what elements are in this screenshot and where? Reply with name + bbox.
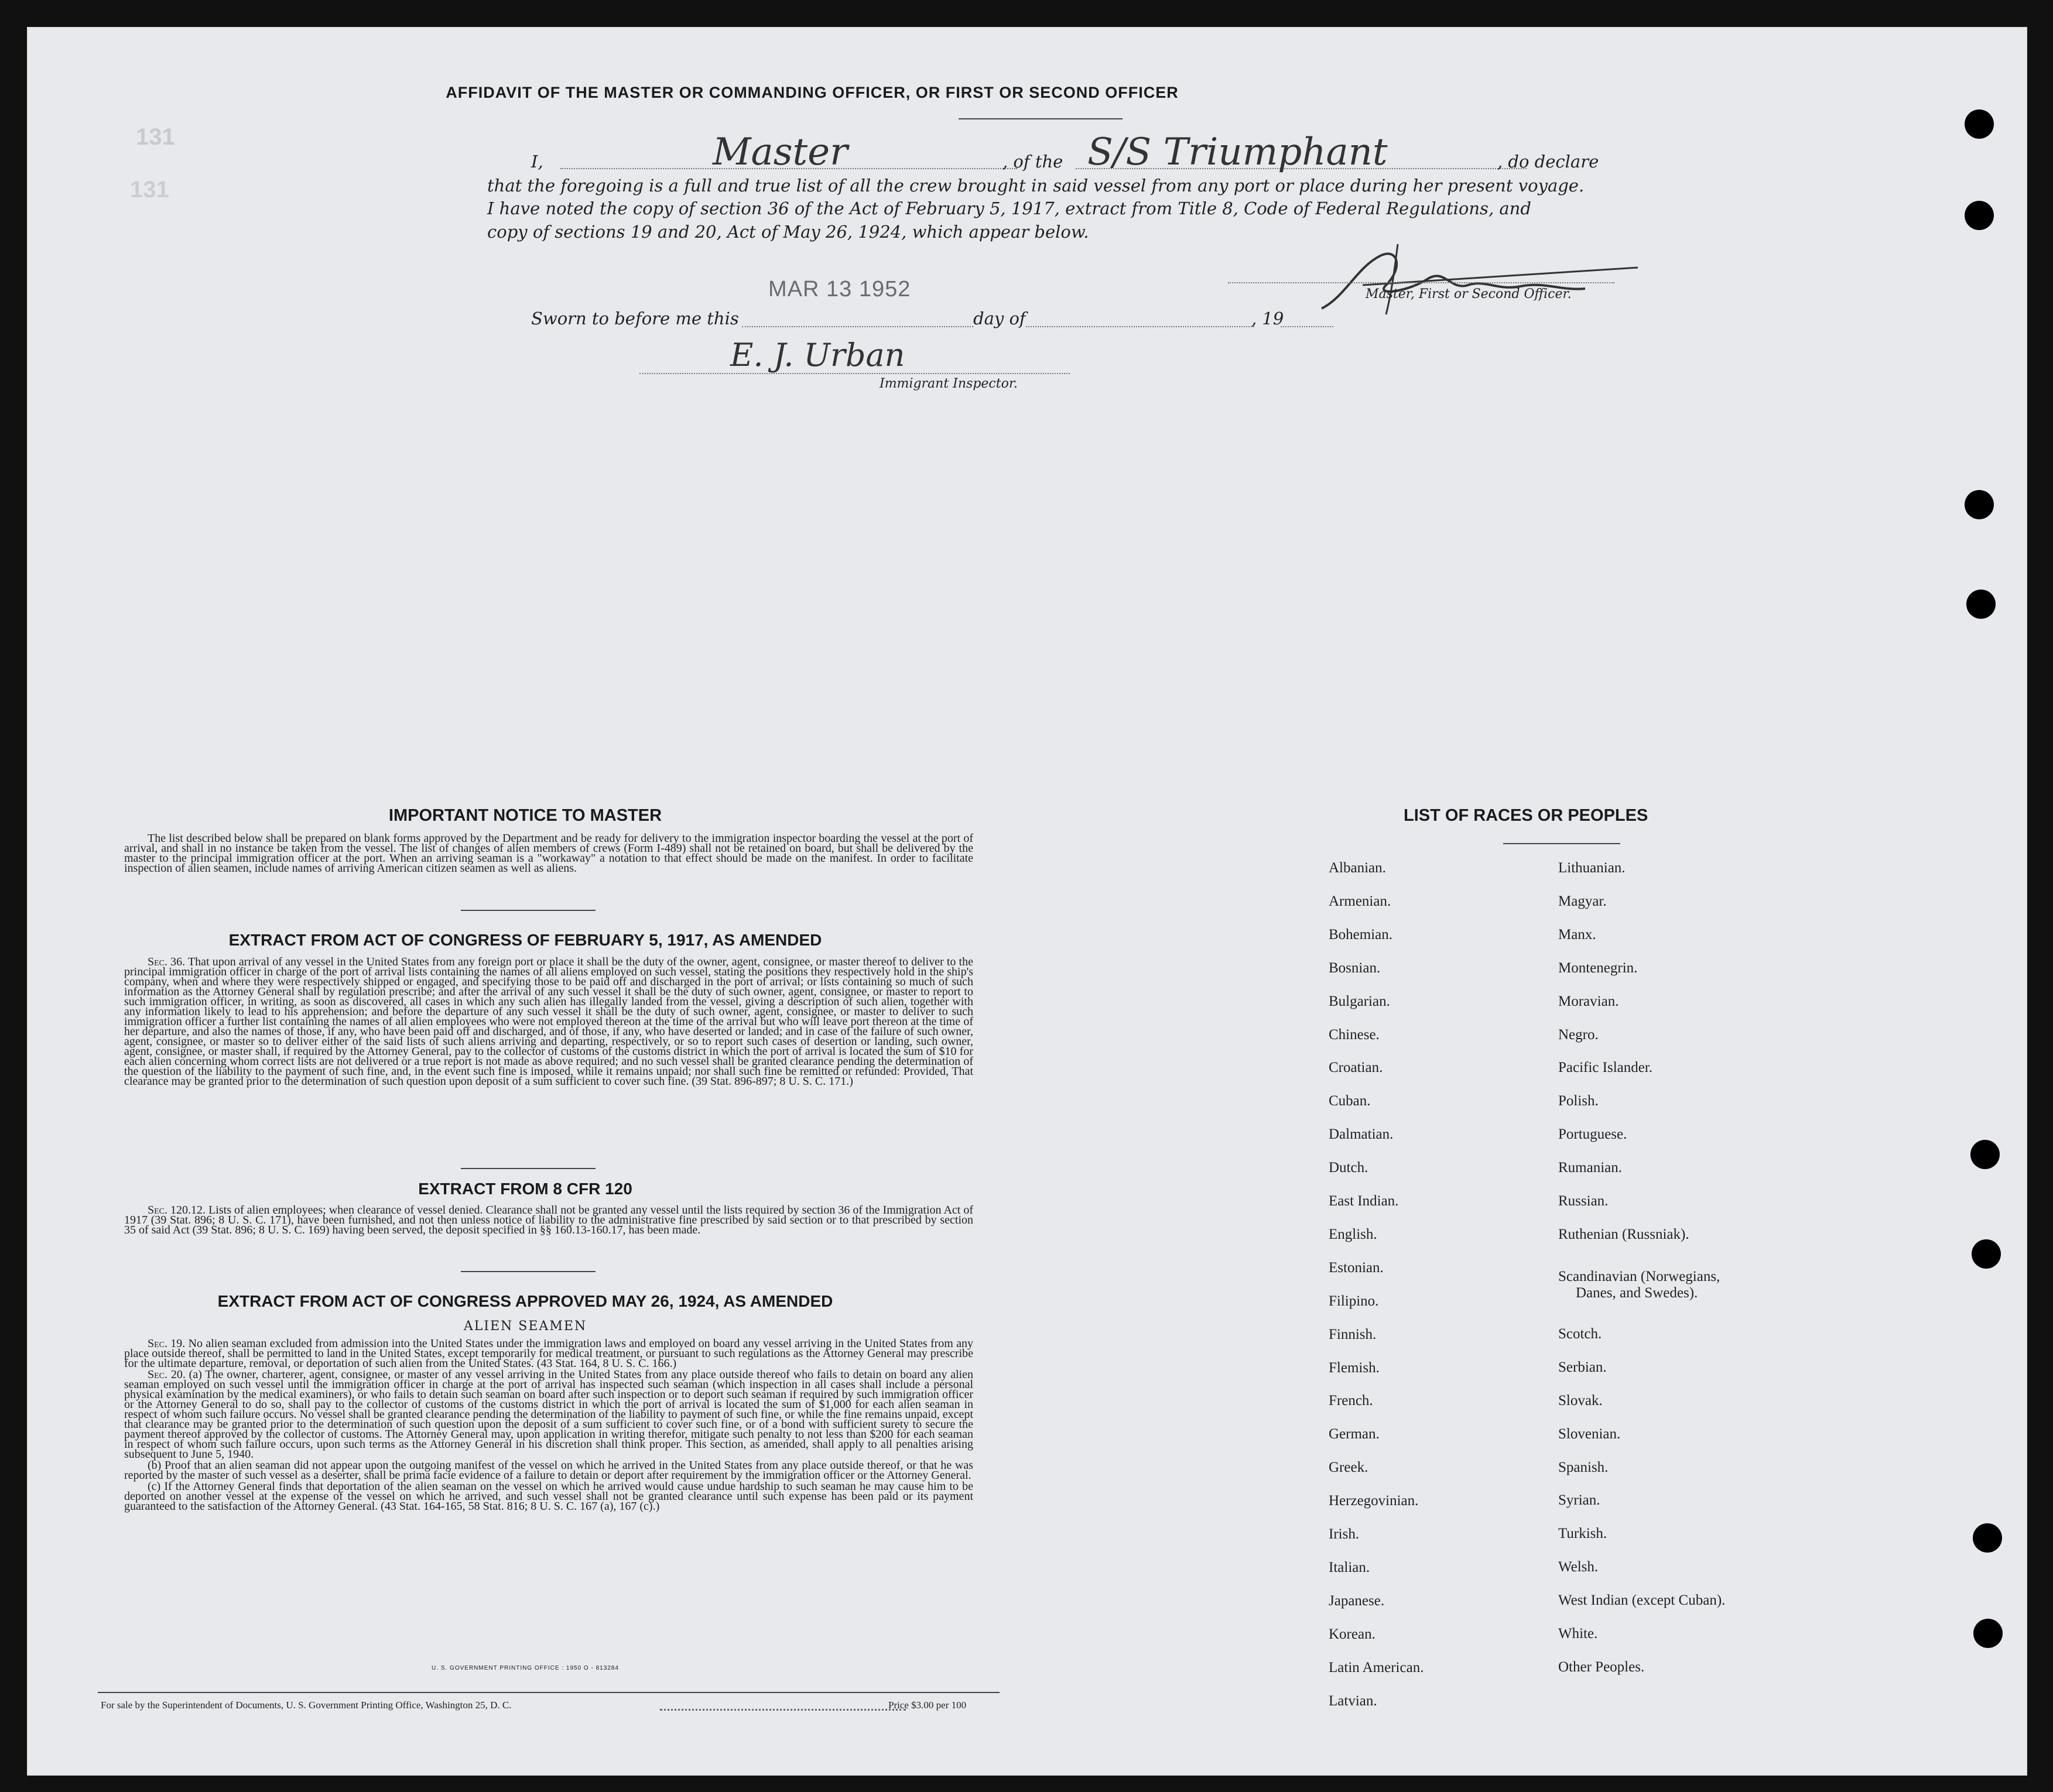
declaration-line-2: that the foregoing is a full and true list of all the crew brought in said vessel from any port or place during her present voyage. [487, 176, 1585, 196]
punch-hole [1973, 1619, 2003, 1648]
notice-text: The list described below shall be prepared on blank forms approved by the Department and be ready for delivery to the immigration inspector boarding the vessel at the port of arrival, and shall in no instance be taken from the vessel. The list of changes of alien members of crews (Form I-489) shall not be retained on board, but shall be delivered by the master to the principal immigration officer at the port. When an arriving seaman is a "workaway" a notation to that effect should be made on the manifest. In order to facilitate inspection of alien seamen, include names of arriving American citizen seamen as well as aliens. [124, 832, 973, 875]
divider [461, 1168, 596, 1169]
master-signature [1310, 232, 1661, 320]
race-item: Albanian. [1329, 860, 1386, 876]
race-item: Greek. [1329, 1459, 1368, 1476]
race-item: White. [1558, 1626, 1598, 1642]
extract-cfr-text: Sec. 120.12. Lists of alien employees; when clearance of vessel denied. Clearance shall not be granted any vessel until the lists required by section 36 of the Immigration Act of 1917 (39 Stat. 896; 8 U. S. C. 171), have been furnished, and not then unless notice of liability to the administrative fine prescribed by said section or to that prescribed by section 35 of said Act (39 Stat. 896; 8 U. S. C. 169) having been served, the deposit specified in §§ 160.13-160.17, has been made. [124, 1204, 974, 1236]
race-item: Latvian. [1329, 1692, 1377, 1709]
race-item: Other Peoples. [1558, 1659, 1645, 1675]
punch-hole [1965, 490, 1994, 519]
punch-hole [1973, 1523, 2002, 1553]
extract-1917-title: EXTRACT FROM ACT OF CONGRESS OF FEBRUARY 5, 1917, AS AMENDED [228, 931, 822, 949]
sworn-label: Sworn to before me this [531, 309, 739, 328]
race-item: Rumanian. [1558, 1160, 1623, 1176]
race-item: Portuguese. [1558, 1126, 1627, 1143]
extract-1924-title: EXTRACT FROM ACT OF CONGRESS APPROVED MAY 26, 1924, AS AMENDED [217, 1292, 833, 1310]
race-item: Russian. [1558, 1193, 1609, 1209]
race-item: Korean. [1329, 1626, 1375, 1642]
declarant-prefix: I, [531, 152, 543, 172]
alien-seamen-subtitle: ALIEN SEAMEN [463, 1319, 587, 1334]
race-item: Armenian. [1329, 893, 1391, 909]
race-item: Syrian. [1558, 1492, 1600, 1509]
race-item: Slovenian. [1558, 1426, 1621, 1442]
race-item: Estonian. [1329, 1259, 1384, 1276]
race-item: Dutch. [1329, 1160, 1368, 1176]
affidavit-title: AFFIDAVIT OF THE MASTER OR COMMANDING OFFICER, OR FIRST OR SECOND OFFICER [446, 84, 1179, 101]
for-sale-notice: For sale by the Superintendent of Documents, U. S. Government Printing Office, Washington 25, D. C. [101, 1700, 512, 1711]
race-item: English. [1329, 1226, 1377, 1242]
signature-line [1228, 282, 1614, 283]
do-declare-label: , do declare [1497, 152, 1599, 172]
margin-mark: 131 [130, 177, 169, 203]
race-item: Turkish. [1558, 1526, 1607, 1542]
master-value: Master [713, 131, 848, 174]
race-item: Spanish. [1558, 1459, 1609, 1475]
punch-hole [1970, 1140, 2000, 1169]
punch-hole [1965, 201, 1994, 230]
race-item: Manx. [1558, 926, 1596, 943]
divider [461, 1271, 596, 1272]
race-item: Italian. [1329, 1559, 1370, 1575]
declaration-line-4: copy of sections 19 and 20, Act of May 26, 1924, which appear below. [487, 222, 1089, 242]
race-item: Cuban. [1329, 1093, 1371, 1109]
races-title: LIST OF RACES OR PEOPLES [1404, 806, 1648, 825]
race-item: Flemish. [1329, 1359, 1380, 1376]
race-item: Polish. [1558, 1093, 1599, 1109]
race-item: Finnish. [1329, 1326, 1377, 1342]
race-item: Negro. [1558, 1026, 1599, 1043]
sworn-month-line [1026, 326, 1254, 327]
extract-cfr-title: EXTRACT FROM 8 CFR 120 [418, 1180, 632, 1198]
punch-hole [1965, 109, 1994, 139]
race-item: Japanese. [1329, 1592, 1385, 1609]
race-item: Bohemian. [1329, 926, 1393, 943]
race-item: West Indian (except Cuban). [1558, 1592, 1726, 1609]
day-of-label: day of [973, 309, 1026, 328]
race-item: Lithuanian. [1558, 860, 1626, 876]
race-item: Latin American. [1329, 1659, 1424, 1675]
race-item: Slovak. [1558, 1392, 1603, 1409]
vessel-value: S/S Triumphant [1087, 131, 1388, 174]
race-item: Welsh. [1558, 1559, 1599, 1575]
races-divider [1503, 843, 1620, 844]
race-item: Ruthenian (Russniak). [1558, 1226, 1689, 1242]
race-item: German. [1329, 1426, 1380, 1442]
year-label: , 19 [1251, 309, 1284, 328]
race-item: Irish. [1329, 1526, 1360, 1542]
price-notice: Price $3.00 per 100 [888, 1700, 967, 1711]
race-item: Dalmatian. [1329, 1126, 1394, 1143]
affidavit-page [27, 27, 2027, 1776]
declaration-line-3: I have noted the copy of section 36 of the Act of February 5, 1917, extract from Title 8, Code of Federal Regulations, and [487, 198, 1531, 218]
race-item: Serbian. [1558, 1359, 1607, 1375]
divider [461, 910, 596, 911]
inspector-caption: Immigrant Inspector. [880, 376, 1018, 391]
punch-hole [1966, 590, 1996, 619]
gpo-imprint: U. S. GOVERNMENT PRINTING OFFICE : 1950 O - 813284 [432, 1665, 619, 1671]
race-item: French. [1329, 1393, 1373, 1409]
race-item: Moravian. [1558, 993, 1619, 1009]
race-item: Montenegrin. [1558, 960, 1638, 976]
sworn-day-line [742, 326, 973, 327]
title-divider [959, 118, 1123, 119]
race-item: Pacific Islander. [1558, 1060, 1653, 1076]
race-item: Bosnian. [1329, 960, 1381, 976]
inspector-line [639, 373, 1070, 374]
of-the-label: , of the [1002, 152, 1063, 172]
race-item: Scandinavian (Norwegians, [1558, 1268, 1720, 1284]
extract-1917-text: Sec. 36. That upon arrival of any vessel in the United States from any foreign port or place it shall be the duty of the owner, agent, consignee, or master thereof to deliver to the principal immigration officer in charge of the port of arrival lists containing the names of all aliens employed on such vessel, stating the positions they respectively hold in the ship's company, when and where they were respectively shipped or engaged, and specifying those to be paid off and discharged in the port of arrival; or lists containing so much of such information as the Attorney General shall by regulation prescribe; and after the arrival of any such vessel it shall be the duty of such owner, agent, consignee, or master to report to such immigration officer, in writing, as soon as discovered, all cases in which any such alien has illegally landed from the vessel, giving a description of such alien, together with any information likely to lead to his apprehension; and before the departure of any such vessel it shall be the duty of such owner, agent, consignee, or master to deliver to such immigration officer a further list containing the names of all alien employees who were not employed thereon at the time of the arrival but who will leave port thereon at the time of her departure, and also the names of those, if any, who have been paid off and discharged, and of those, if any, who have deserted or landed; and in case of the failure of such owner, agent, consignee, or master so to deliver either of the said lists of such aliens arriving and departing, respectively, or so to report such cases of desertion or landing, such owner, agent, consignee, or master shall, if required by the Attorney General, pay to the collector of customs of the customs district in which the port of arrival is located the sum of $10 for each alien concerning whom correct lists are not delivered or a true report is not made as above required; and no such vessel shall be granted clearance pending the determination of the question of the liability to the payment of such fine, and, in the event such fine is imposed, while it remains unpaid; nor shall such fine be remitted or refunded: Provided, That clearance may be granted prior to the determination of such question upon deposit of a sum sufficient to cover such fine. (39 Stat. 896-897; 8 U. S. C. 171.) [124, 955, 973, 1088]
notice-title: IMPORTANT NOTICE TO MASTER [388, 806, 662, 825]
received-date-stamp: MAR 13 1952 [768, 277, 911, 301]
race-item: Scotch. [1558, 1325, 1602, 1342]
inspector-signature: E. J. Urban [730, 337, 905, 374]
race-item: Bulgarian. [1329, 993, 1390, 1009]
margin-mark: 131 [136, 124, 175, 150]
punch-hole [1972, 1239, 2001, 1269]
extract-1924-text: Sec. 19. No alien seaman excluded from admission into the United States under the immigration laws and employed on board any vessel arriving in the United States from any place outside thereof, shall be permitted to land in the United States, except temporarily for medical treatment, or pursuant to such regulations as the Attorney General may prescribe for the ultimate departure, removal, or deportation of such alien from the United States. (43 Stat. 164, 8 U. S. C. 166.) Sec. 20. (a) The owner, charterer, agent, consignee, or master of any vessel arriving in the United States from any place outside thereof who fails to detain on board any alien seaman employed on such vessel until the immigration officer in charge at the port of arrival has inspected such seaman (which inspection in all cases shall include a personal physical examination by the medical examiners), or who fails to detain such seaman on board after such inspection or to deport such seaman if required by such immigration officer or the Attorney General to do so, shall pay to the collector of customs of the customs district in which the port of arrival is located the sum of $1,000 for each alien seaman in respect of whom such failure occurs. No vessel shall be granted clearance pending the determination of the liability to payment of such fine, or while the fine remains unpaid, except that clearance may be granted prior to the determination of such question upon the deposit of a sum sufficient to cover such fine, or of a bond with sufficient surety to secure the payment thereof approved by the collector of customs. The Attorney General may, upon application in writing therefor, mitigate such penalty to not less than $200 for each seaman in respect of whom such failure occurs, upon such terms as the Attorney General in his discretion shall think proper. This section, as amended, shall apply to all penalties arising subsequent to June 5, 1940. (b) Proof that an alien seaman did not appear upon the outgoing manifest of the vessel on which he arrived in the United States from any place outside thereof, or that he was reported by the master of such vessel as a deserter, shall be prima facie evidence of a failure to detain or deport after requirement by the immigration officer or the Attorney General. (c) If the Attorney General finds that deportation of the alien seaman on the vessel on which he arrived would cause undue hardship to such seaman he may cause him to be deported on another vessel at the expense of the vessel on which he arrived, and such vessel shall not be granted clearance until such expense has been paid or its payment guaranteed to the satisfaction of the Attorney General. (43 Stat. 164-165, 58 Stat. 816; 8 U. S. C. 167 (a), 167 (c).) [124, 1337, 974, 1513]
race-item: Croatian. [1329, 1060, 1383, 1076]
signature-caption: Master, First or Second Officer. [1366, 287, 1572, 301]
sworn-year-line [1281, 326, 1333, 327]
race-item: Magyar. [1558, 893, 1607, 909]
race-item: East Indian. [1329, 1193, 1399, 1209]
race-item: Chinese. [1329, 1026, 1380, 1043]
footer-leader [660, 1709, 906, 1711]
race-item: Herzegovinian. [1329, 1493, 1419, 1509]
race-item: Filipino. [1329, 1293, 1379, 1309]
footer-rule [98, 1692, 1000, 1693]
race-item: Danes, and Swedes). [1576, 1284, 1698, 1301]
